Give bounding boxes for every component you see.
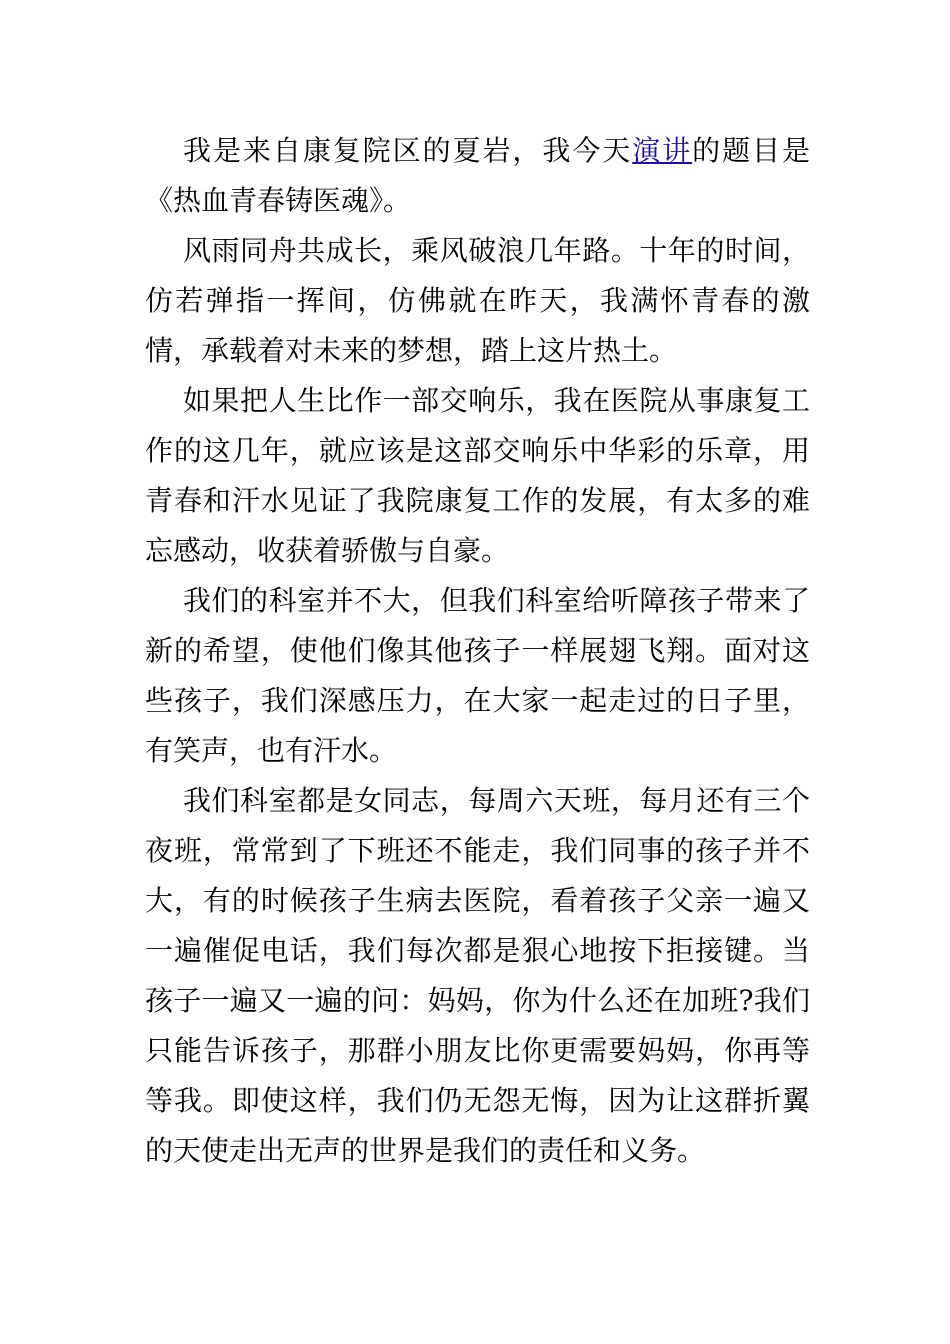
intro-text-after: 的题目是《热血青春铸医魂》。 (145, 134, 810, 217)
paragraph: 如果把人生比作一部交响乐，我在医院从事康复工作的这几年，就应该是这部交响乐中华彩的乐章，用青春和汗水见证了我院康复工作的发展，有太多的难忘感动，收获着骄傲与自豪。 (145, 384, 810, 567)
document-body (145, 126, 810, 1176)
paragraph-intro (145, 126, 810, 226)
paragraph: 风雨同舟共成长，乘风破浪几年路。十年的时间，仿若弹指一挥间，仿佛就在昨天，我满怀青春的激情，承载着对未来的梦想，踏上这片热土。 (145, 234, 810, 367)
paragraph: 我们科室都是女同志，每周六天班，每月还有三个夜班，常常到了下班还不能走，我们同事的孩子并不大，有的时候孩子生病去医院，看着孩子父亲一遍又一遍催促电话，我们每次都是狠心地按下拒接键。当孩子一遍又一遍的问：妈妈，你为什么还在加班?我们只能告诉孩子，那群小朋友比你更需要妈妈，你再等等我。即使这样，我们仍无怨无悔，因为让这群折翼的天使走出无声的世界是我们的责任和义务。 (145, 784, 810, 1167)
speech-link[interactable]: 演讲 (632, 134, 693, 167)
intro-text-before: 我是来自康复院区的夏岩，我今天 (183, 134, 633, 167)
paragraph: 我们的科室并不大，但我们科室给听障孩子带来了新的希望，使他们像其他孩子一样展翅飞翔。面对这些孩子，我们深感压力，在大家一起走过的日子里，有笑声，也有汗水。 (145, 584, 810, 767)
